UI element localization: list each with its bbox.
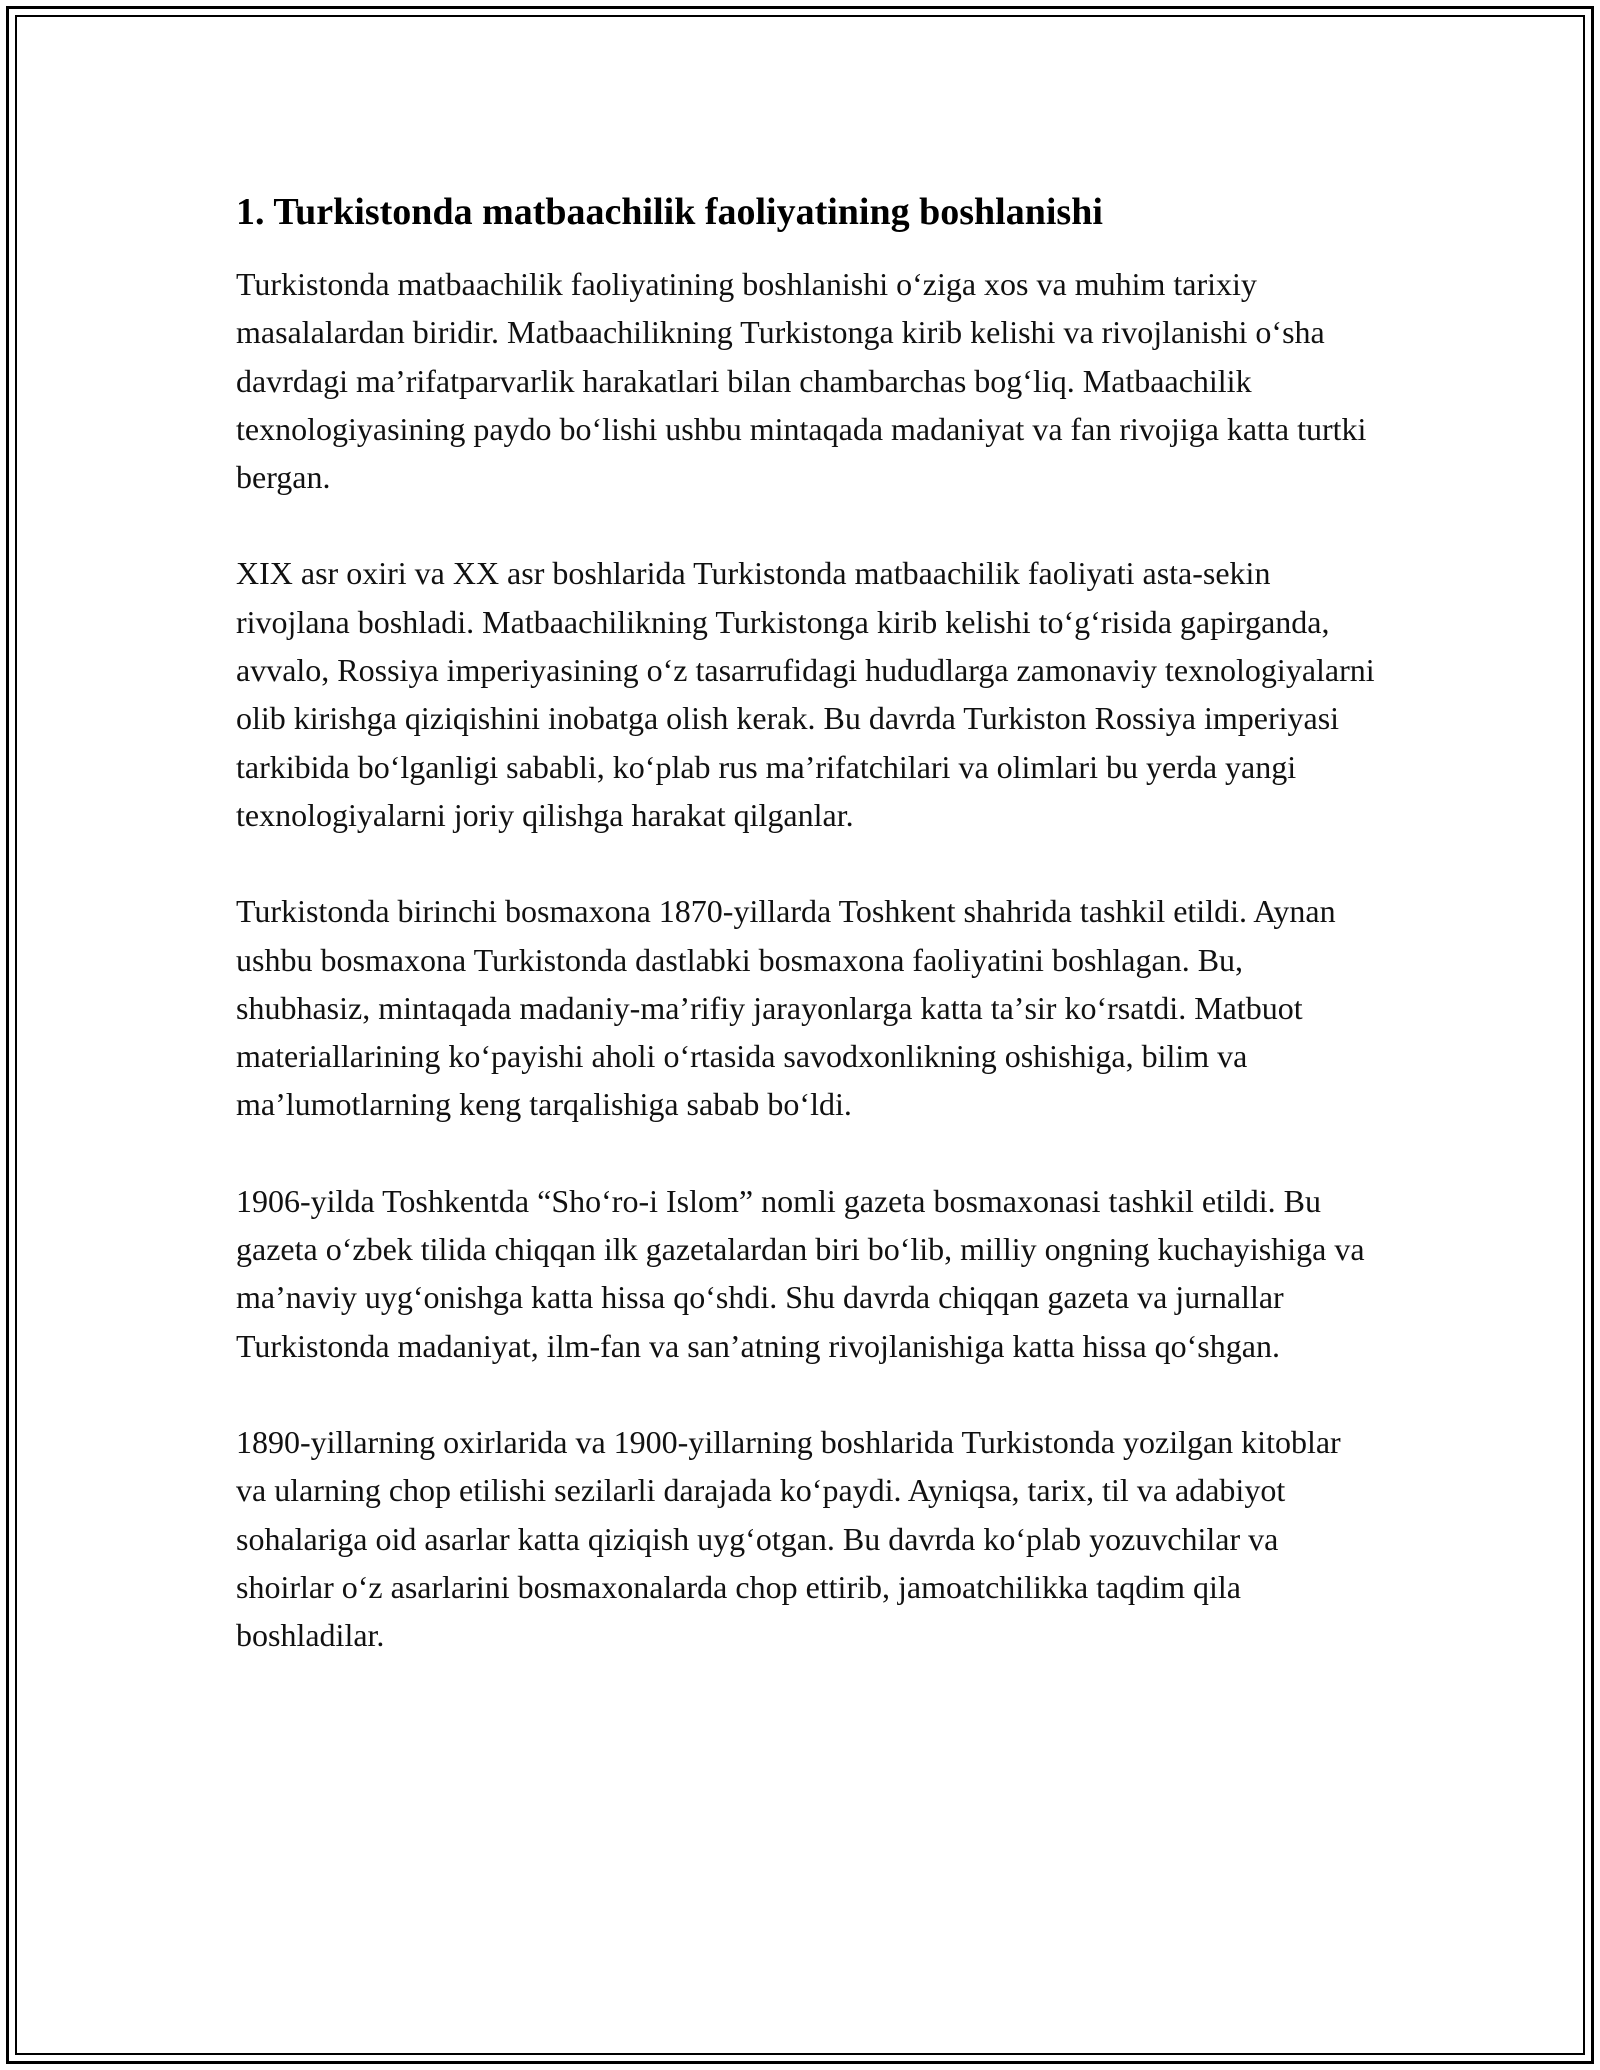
paragraph-4: 1906-yilda Toshkentda “Shoʻro-i Islom” nomli gazeta bosmaxonasi tashkil etildi. Bu gazeta oʻzbek tilida chiqqan ilk gazetalardan biri boʻlib, milliy ongning kuchayishiga va maʼnaviy uygʻonishga katta hissa qoʻshdi. Shu davrda chiqqan gazeta va jurnallar Turkistonda madaniyat, ilm-fan va sanʼatning rivojlanishiga katta hissa qoʻshgan. — [236, 1182, 1365, 1364]
section-heading: 1. Turkistonda matbaachilik faoliyatining boshlanishi — [236, 191, 1103, 233]
document-body — [236, 186, 1376, 1707]
paragraph-5: 1890-yillarning oxirlarida va 1900-yillarning boshlarida Turkistonda yozilgan kitoblar va ularning chop etilishi sezilarli darajada koʻpaydi. Ayniqsa, tarix, til va adabiyot sohalariga oid asarlar katta qiziqish uygʻotgan. Bu davrda koʻplab yozuvchilar va shoirlar oʻz asarlarini bosmaxonalarda chop ettirib, jamoatchilikka taqdim qila boshladilar. — [236, 1423, 1341, 1654]
paragraph-2: XIX asr oxiri va XX asr boshlarida Turkistonda matbaachilik faoliyati asta-sekin rivojlana boshladi. Matbaachilikning Turkistonga kirib kelishi toʻgʻrisida gapirganda, avvalo, Rossiya imperiyasining oʻz tasarrufidagi hududlarga zamonaviy texnologiyalarni olib kirishga qiziqishini inobatga olish kerak. Bu davrda Turkiston Rossiya imperiyasi tarkibida boʻlganligi sababli, koʻplab rus maʼrifatchilari va olimlari bu yerda yangi texnologiyalarni joriy qilishga harakat qilganlar. — [236, 555, 1375, 833]
paragraph-1: Turkistonda matbaachilik faoliyatining boshlanishi oʻziga xos va muhim tarixiy masalalardan biridir. Matbaachilikning Turkistonga kirib kelishi va rivojlanishi oʻsha davrdagi maʼrifatparvarlik harakatlari bilan chambarchas bogʻliq. Matbaachilik texnologiyasining paydo boʻlishi ushbu mintaqada madaniyat va fan rivojiga katta turtki bergan. — [236, 266, 1367, 496]
paragraph-3: Turkistonda birinchi bosmaxona 1870-yillarda Toshkent shahrida tashkil etildi. Aynan ushbu bosmaxona Turkistonda dastlabki bosmaxona faoliyatini boshlagan. Bu, shubhasiz, mintaqada madaniy-maʼrifiy jarayonlarga katta taʼsir koʻrsatdi. Matbuot materiallarining koʻpayishi aholi oʻrtasida savodxonlikning oshishiga, bilim va maʼlumotlarning keng tarqalishiga sabab boʻldi. — [236, 893, 1336, 1123]
